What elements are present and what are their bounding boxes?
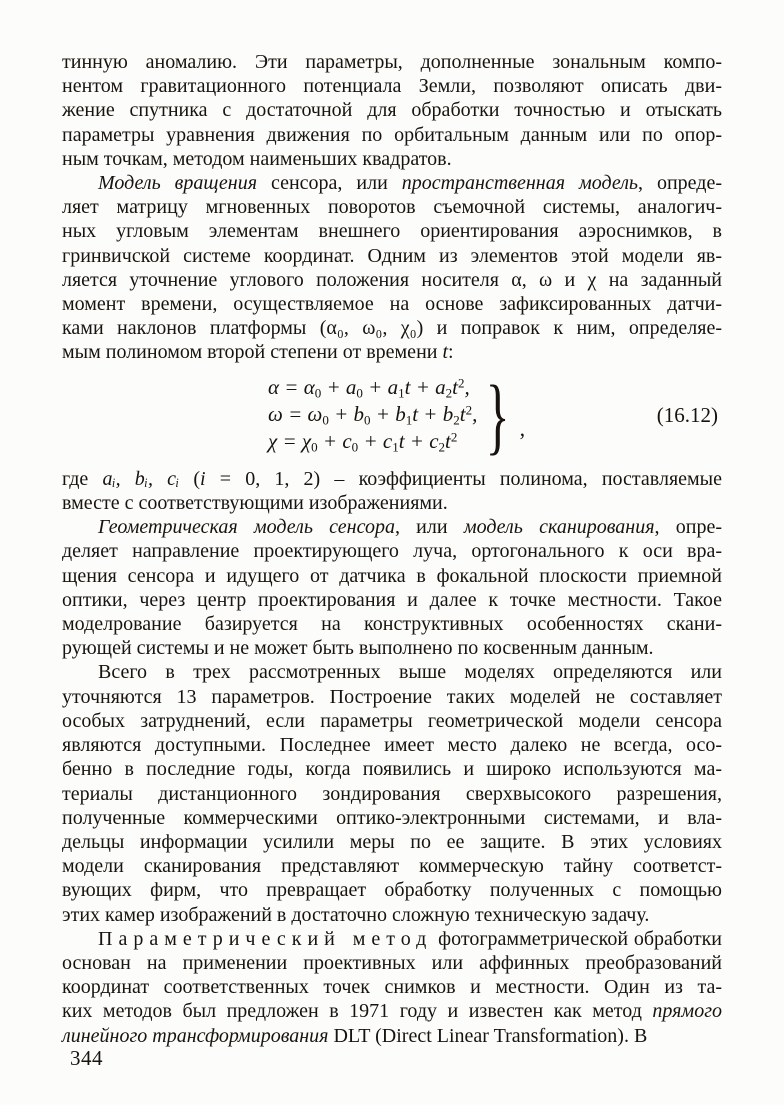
text-line — [62, 975, 722, 999]
text-line — [62, 195, 722, 219]
text-line — [62, 588, 722, 612]
text-line — [62, 491, 722, 515]
italic-run: модель сканирования — [463, 516, 655, 539]
text-line — [62, 74, 722, 98]
text-line — [62, 98, 722, 122]
text-run: Всего в трех рассмотренных выше моделях определяются или — [98, 661, 722, 684]
text-content — [62, 50, 722, 1048]
text-line — [62, 123, 722, 147]
text-run: моделрование базируется на конструктивных особенностях скани- — [62, 613, 722, 636]
text-run: рующей системы и не может быть выполнено по косвенным данным. — [62, 637, 654, 660]
text-run: полученные коммерческими оптико-электронными системами, и вла- — [62, 806, 722, 829]
text-line — [62, 999, 722, 1023]
italic-run: i — [200, 467, 206, 490]
page-number: 344 — [70, 1046, 103, 1070]
text-line — [62, 340, 722, 364]
text-run: , опре- — [654, 516, 723, 539]
text-run: вместе с соответствующими изображениями. — [62, 492, 448, 515]
text-line — [62, 244, 722, 268]
text-line — [62, 147, 722, 171]
equation-block — [62, 366, 722, 463]
italic-run: пространственная модель — [401, 172, 639, 195]
text-run: териалы дистанционного зондирования сверхвысокого разрешения, — [62, 782, 722, 805]
text-line — [62, 660, 722, 684]
text-run: деляет направление проектирующего луча, ортогонального к оси вра- — [62, 540, 722, 563]
italic-run: линейного трансформирования — [62, 1024, 329, 1047]
text-run: ляет матрицу мгновенных поворотов съемочной системы, аналогич- — [62, 196, 722, 219]
text-run: ками наклонов платформы (α₀, ω₀, χ₀) и поправок к ним, определяе- — [62, 317, 722, 340]
text-run: этих камер изображений в достаточно сложную техническую задачу. — [62, 903, 650, 926]
text-line — [62, 564, 722, 588]
text-run: = 0, 1, 2) – коэффициенты полинома, поставляемые — [205, 467, 722, 490]
text-run: ( — [179, 467, 201, 490]
text-line — [62, 612, 722, 636]
italic-run: прямого — [652, 1000, 722, 1023]
text-line — [62, 515, 722, 539]
text-run: вующих фирм, что превращает обработку полученных с помощью — [62, 879, 722, 902]
brace-comma: , — [519, 415, 526, 441]
text-line — [62, 757, 722, 781]
text-line — [62, 709, 722, 733]
text-line — [62, 219, 722, 243]
text-run: : — [448, 341, 454, 364]
text-line — [62, 685, 722, 709]
text-run: фотограмметрической обработки — [432, 927, 723, 950]
text-run: момент времени, осуществляемое на основе зафиксированных датчи- — [62, 293, 722, 316]
text-line — [62, 467, 722, 491]
text-line — [62, 878, 722, 902]
text-run: оптики, через центр проектирования и далее к точке местности. Такое — [62, 588, 722, 611]
text-line — [62, 806, 722, 830]
text-line — [62, 292, 722, 316]
text-run: ным точкам, методом наименьших квадратов. — [62, 147, 452, 170]
text-line — [62, 830, 722, 854]
text-run: тинную аномалию. Эти параметры, дополненные зональным компо- — [62, 51, 722, 73]
text-line — [62, 1024, 722, 1048]
italic-run: aᵢ, bᵢ, cᵢ — [102, 467, 180, 490]
text-run: основан на применении проективных или аффинных преобразований — [62, 951, 722, 974]
text-run: модели сканирования представляют коммерческую тайну соответст- — [62, 855, 722, 878]
text-line — [62, 636, 722, 660]
equation-lines — [268, 374, 477, 456]
text-line — [62, 316, 722, 340]
equation-line: $\chi = \chi_0 + c_0 + c_1t + c_2t^2$ — [268, 429, 458, 455]
text-run: ляется уточнение углового положения носителя α, ω и χ на заданный — [62, 268, 722, 291]
text-run: ных угловым элементам внешнего ориентирования аэроснимков, в — [62, 220, 722, 243]
text-run: где — [62, 467, 103, 490]
text-run: DLT (Direct Linear Transformation). В — [328, 1024, 648, 1047]
equation-number: (16.12) — [656, 402, 718, 427]
equation-line: $\omega = \omega_0 + b_0 + b_1t + b_2t^2$, — [268, 402, 478, 428]
italic-run: t — [442, 341, 449, 364]
text-run: являются доступными. Последнее имеет место далеко не всегда, осо- — [62, 734, 722, 757]
text-line — [62, 50, 722, 74]
text-run: жение спутника с достаточной для обработки точностью и отыскать — [62, 99, 722, 122]
text-run: сенсора, или — [257, 172, 402, 195]
text-run: особых затруднений, если параметры геометрической модели сенсора — [62, 709, 722, 732]
text-line — [62, 927, 722, 951]
text-run: уточняются 13 параметров. Построение таких моделей не составляет — [62, 685, 722, 708]
text-run: бенно в последние годы, когда появились и широко используются ма- — [62, 758, 722, 781]
text-run: , или — [394, 516, 464, 539]
system-brace: } — [486, 366, 510, 463]
text-run: гринвичской системе координат. Одним из элементов этой модели яв- — [62, 244, 722, 267]
equation-line: $\alpha = \alpha_0 + a_0 + a_1t + a_2t^2$, — [268, 374, 470, 400]
text-run: нентом гравитационного потенциала Земли, позволяют описать дви- — [62, 75, 722, 98]
text-run: параметры уравнения движения по орбитальным данным или по опор- — [62, 123, 722, 146]
text-line — [62, 268, 722, 292]
text-line — [62, 951, 722, 975]
text-run: , опреде- — [638, 172, 723, 195]
italic-run: Модель вращения — [98, 172, 258, 195]
text-line — [62, 854, 722, 878]
text-line — [62, 782, 722, 806]
text-line — [62, 171, 722, 195]
text-line — [62, 733, 722, 757]
text-run: ких методов был предложен в 1971 году и известен как метод — [62, 1000, 653, 1023]
text-run: координат соответственных точек снимков и местности. Один из та- — [62, 976, 722, 999]
text-line — [62, 903, 722, 927]
text-run: мым полиномом второй степени от времени — [62, 341, 443, 364]
letterspaced-run: Параметрический метод — [98, 927, 433, 950]
italic-run: Геометрическая модель сенсора — [98, 516, 395, 539]
text-line — [62, 539, 722, 563]
text-run: щения сенсора и идущего от датчика в фокальной плоскости приемной — [62, 564, 722, 587]
text-run: дельцы информации усилили меры по ее защите. В этих условиях — [62, 830, 722, 853]
